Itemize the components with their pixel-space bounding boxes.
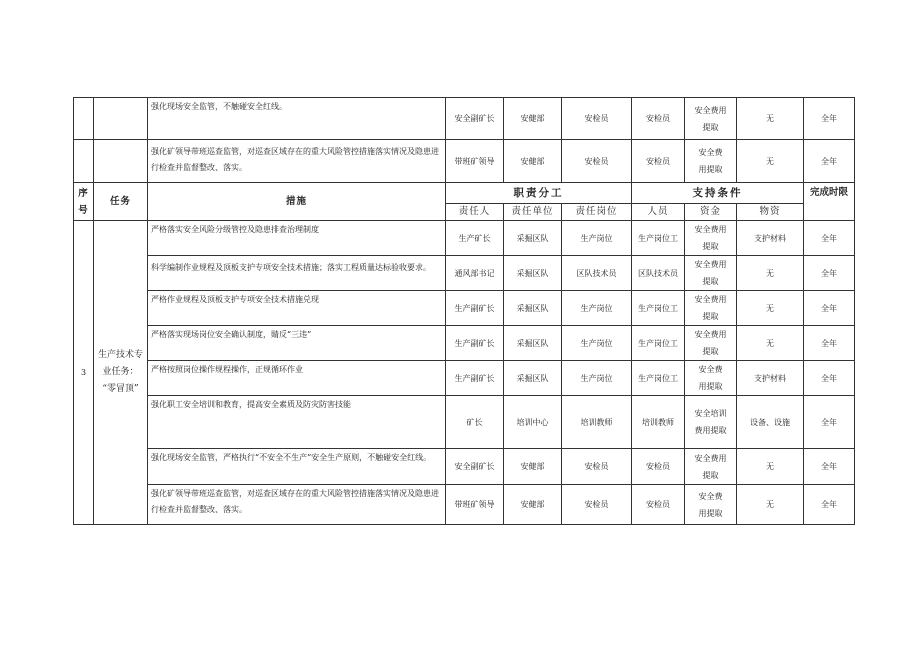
materials-cell: 无 <box>737 326 804 361</box>
measure-cell: 强化职工安全培训和教育，提高安全素质及防灾防害技能 <box>148 396 446 449</box>
personnel-cell: 生产岗位工 <box>632 361 685 396</box>
responsible-post-cell: 安检员 <box>562 449 632 485</box>
materials-cell: 无 <box>737 98 804 140</box>
materials-cell: 无 <box>737 140 804 183</box>
personnel-cell: 培训教师 <box>632 396 685 449</box>
task-cell <box>94 140 148 183</box>
materials-cell: 无 <box>737 291 804 326</box>
header-measure: 措施 <box>148 183 446 221</box>
responsible-post-cell: 安检员 <box>562 98 632 140</box>
responsible-person-cell: 带班矿领导 <box>446 485 504 525</box>
funds-cell <box>685 485 737 525</box>
funds-line: 安全费用 <box>694 295 727 304</box>
measure-cell: 严格作业规程及顶板支护专项安全技术措施兑现 <box>148 291 446 326</box>
responsible-post-cell: 生产岗位 <box>562 361 632 396</box>
personnel-cell: 安检员 <box>632 98 685 140</box>
funds-cell <box>685 361 737 396</box>
deadline-cell: 全年 <box>804 291 855 326</box>
responsible-post-cell: 生产岗位 <box>562 291 632 326</box>
funds-line: 提取 <box>702 242 719 251</box>
funds-cell <box>685 396 737 449</box>
header-support-conditions: 支持条件 <box>632 183 804 204</box>
funds-line: 安全费用 <box>694 105 727 115</box>
funds-cell <box>685 256 737 291</box>
funds-line: 安全费 <box>698 365 723 374</box>
funds-line: 用提取 <box>698 382 723 391</box>
deadline-cell: 全年 <box>804 396 855 449</box>
funds-line: 提取 <box>702 122 719 132</box>
responsible-post-cell: 生产岗位 <box>562 221 632 256</box>
header-personnel: 人员 <box>632 204 685 221</box>
responsible-post-cell: 生产岗位 <box>562 326 632 361</box>
task-line: 业任务： <box>102 367 139 377</box>
responsible-person-cell: 生产副矿长 <box>446 326 504 361</box>
materials-cell: 支护材料 <box>737 221 804 256</box>
header-seq-char: 序 <box>78 187 89 199</box>
personnel-cell: 生产岗位工 <box>632 221 685 256</box>
table-row <box>74 256 855 291</box>
funds-line: 提取 <box>702 347 719 356</box>
deadline-cell: 全年 <box>804 256 855 291</box>
table-row <box>74 361 855 396</box>
table-row <box>74 326 855 361</box>
funds-line: 安全费 <box>698 491 723 501</box>
funds-cell <box>685 140 737 183</box>
measure-cell: 强化矿领导带班巡查监管，对巡查区域存在的重大风险管控措施落实情况及隐患进行检查并监督整改、落实。 <box>148 140 446 183</box>
header-responsible-post: 责任岗位 <box>562 204 632 221</box>
responsible-unit-cell: 采掘区队 <box>504 361 562 396</box>
responsible-person-cell: 矿长 <box>446 396 504 449</box>
responsible-person-cell: 带班矿领导 <box>446 140 504 183</box>
header-row <box>74 183 855 204</box>
responsible-post-cell: 培训教师 <box>562 396 632 449</box>
funds-cell <box>685 326 737 361</box>
funds-line: 安全费用 <box>694 260 727 269</box>
funds-line: 安全费用 <box>694 453 727 463</box>
table-row <box>74 98 855 140</box>
personnel-cell: 安检员 <box>632 485 685 525</box>
measure-cell: 严格落实现场岗位安全确认制度，䝼反“三违” <box>148 326 446 361</box>
responsible-unit-cell: 采掘区队 <box>504 291 562 326</box>
materials-cell: 设备、设施 <box>737 396 804 449</box>
funds-cell <box>685 98 737 140</box>
deadline-cell: 全年 <box>804 326 855 361</box>
table-row <box>74 449 855 485</box>
responsible-unit-cell: 采掘区队 <box>504 256 562 291</box>
funds-line: 安全费 <box>698 148 723 157</box>
task-cell <box>94 98 148 140</box>
responsible-unit-cell: 安健部 <box>504 485 562 525</box>
funds-line: 费用提取 <box>694 426 727 435</box>
funds-line: 用提取 <box>698 165 723 174</box>
header-deadline: 完成时限 <box>804 183 855 221</box>
responsible-unit-cell: 采掘区队 <box>504 221 562 256</box>
funds-line: 提取 <box>702 277 719 286</box>
task-line: 生产技术专 <box>97 350 143 360</box>
header-task: 任务 <box>94 183 148 221</box>
seq-cell <box>74 98 94 140</box>
funds-line: 安全费用 <box>694 225 727 234</box>
materials-cell: 支护材料 <box>737 361 804 396</box>
responsible-unit-cell: 安健部 <box>504 98 562 140</box>
funds-line: 提取 <box>702 312 719 321</box>
materials-cell: 无 <box>737 256 804 291</box>
measure-cell: 严格落实安全风险分级管控及隐患排查治理制度 <box>148 221 446 256</box>
measure-cell: 强化现场安全监管，严格执行“不安全不生产”安全生产原则，不触碰安全红线。 <box>148 449 446 485</box>
measure-cell: 强化矿领导带班巡查监管，对巡查区域存在的重大风险管控措施落实情况及隐患进行检查并监督整改、落实。 <box>148 485 446 525</box>
seq-cell: 3 <box>74 221 94 525</box>
header-materials: 物资 <box>737 204 804 221</box>
responsible-person-cell: 生产矿长 <box>446 221 504 256</box>
deadline-cell: 全年 <box>804 361 855 396</box>
deadline-cell: 全年 <box>804 485 855 525</box>
deadline-cell: 全年 <box>804 140 855 183</box>
measure-cell: 科学编制作业规程及顶板支护专项安全技术措施；落实工程质量达标验收要求。 <box>148 256 446 291</box>
measure-cell: 强化现场安全监管，不触碰安全红线。 <box>148 98 446 140</box>
table-row <box>74 396 855 449</box>
funds-line: 安全培训 <box>694 409 727 418</box>
task-cell <box>94 221 148 525</box>
responsible-post-cell: 安检员 <box>562 140 632 183</box>
header-funds: 资金 <box>685 204 737 221</box>
table-row <box>74 221 855 256</box>
responsible-person-cell: 安全副矿长 <box>446 449 504 485</box>
responsible-person-cell: 生产副矿长 <box>446 361 504 396</box>
personnel-cell: 区队技术员 <box>632 256 685 291</box>
responsible-unit-cell: 安健部 <box>504 449 562 485</box>
deadline-cell: 全年 <box>804 98 855 140</box>
header-duty-division: 职责分工 <box>446 183 632 204</box>
task-line: “零冒顶” <box>102 384 139 394</box>
responsible-unit-cell: 采掘区队 <box>504 326 562 361</box>
responsible-person-cell: 安全副矿长 <box>446 98 504 140</box>
funds-line: 安全费用 <box>694 330 727 339</box>
funds-cell <box>685 291 737 326</box>
table-row <box>74 485 855 525</box>
funds-line: 提取 <box>702 470 719 480</box>
deadline-cell: 全年 <box>804 221 855 256</box>
seq-cell <box>74 140 94 183</box>
responsible-person-cell: 生产副矿长 <box>446 291 504 326</box>
materials-cell: 无 <box>737 449 804 485</box>
funds-cell <box>685 449 737 485</box>
header-seq <box>74 183 94 221</box>
header-seq-char: 号 <box>78 204 89 216</box>
header-responsible-person: 责任人 <box>446 204 504 221</box>
responsible-person-cell: 通风部书记 <box>446 256 504 291</box>
personnel-cell: 安检员 <box>632 140 685 183</box>
personnel-cell: 生产岗位工 <box>632 291 685 326</box>
responsible-unit-cell: 培训中心 <box>504 396 562 449</box>
table-row <box>74 140 855 183</box>
responsible-post-cell: 区队技术员 <box>562 256 632 291</box>
measure-cell: 严格按照岗位操作规程操作，正规循环作业 <box>148 361 446 396</box>
table-row <box>74 291 855 326</box>
responsible-unit-cell: 安健部 <box>504 140 562 183</box>
funds-cell <box>685 221 737 256</box>
funds-line: 用提取 <box>698 508 723 518</box>
safety-task-table <box>73 97 855 525</box>
personnel-cell: 安检员 <box>632 449 685 485</box>
personnel-cell: 生产岗位工 <box>632 326 685 361</box>
header-responsible-unit: 责任单位 <box>504 204 562 221</box>
deadline-cell: 全年 <box>804 449 855 485</box>
responsible-post-cell: 安检员 <box>562 485 632 525</box>
materials-cell: 无 <box>737 485 804 525</box>
